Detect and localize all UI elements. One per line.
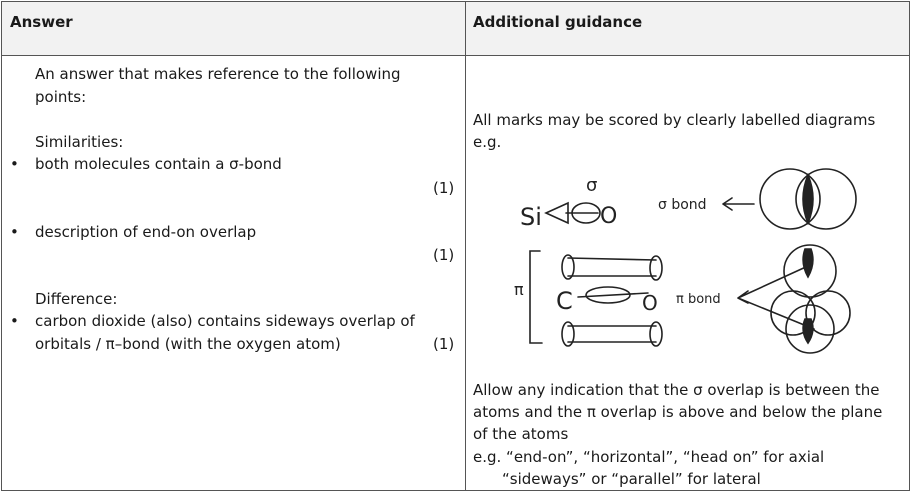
allow-line-1: Allow any indication that the σ overlap is between the [473,381,880,399]
sigma-overlap-shading [803,175,813,223]
answer-cell [2,56,465,490]
point-3-line-1: carbon dioxide (also) contains sideways overlap of [35,312,415,330]
example-line-2: “sideways” or “parallel” for lateral [502,470,761,488]
o-label: O [600,204,618,229]
point-2-mark: (1) [433,246,455,264]
difference-heading: Difference: [35,290,118,308]
sigma-bond-label: σ bond [658,197,707,213]
guidance-line-1: All marks may be scored by clearly labelled diagrams [473,111,876,129]
bullet-point-2: • [10,223,19,241]
point-1-text: both molecules contain a σ-bond [35,155,282,173]
pi-bracket [530,251,542,343]
pi-bond-label: π bond [676,292,721,307]
similarities-heading: Similarities: [35,133,124,151]
allow-line-3: of the atoms [473,425,569,443]
point-3-line-2: orbitals / π–bond (with the oxygen atom) [35,335,341,353]
guidance-line-2: e.g. [473,133,502,151]
sigma-arrow [723,198,754,210]
bullet-point-3: • [10,312,19,330]
point-1-mark: (1) [433,179,455,197]
pi-overlap-shading-bottom [803,319,813,343]
point-2-text: description of end-on overlap [35,223,257,241]
example-line-1: e.g. “end-on”, “horizontal”, “head on” for axial [473,448,825,466]
intro-line-1: An answer that makes reference to the following [35,65,401,83]
sigma-lobe-left [546,203,568,223]
table-header-row [2,2,909,56]
bullet-point-1: • [10,155,19,173]
allow-line-2: atoms and the π overlap is above and below the plane [473,403,883,421]
orbital-overlap-diagram [508,163,868,359]
answer-column-header: Answer [10,13,73,31]
pi-o-label: O [642,291,658,315]
c-label: C [556,287,573,315]
pi-top-lobes [568,258,656,276]
guidance-column-header: Additional guidance [473,13,643,31]
pi-symbol: π [514,280,524,299]
point-3-mark: (1) [433,335,455,353]
pi-overlap-shading-top [803,249,813,277]
intro-line-2: points: [35,88,87,106]
pi-arrows [738,266,814,329]
pi-bottom-lobes [568,326,656,342]
pi-axis-line [578,293,648,297]
si-label: Si [520,203,542,231]
sigma-symbol: σ [586,175,598,196]
